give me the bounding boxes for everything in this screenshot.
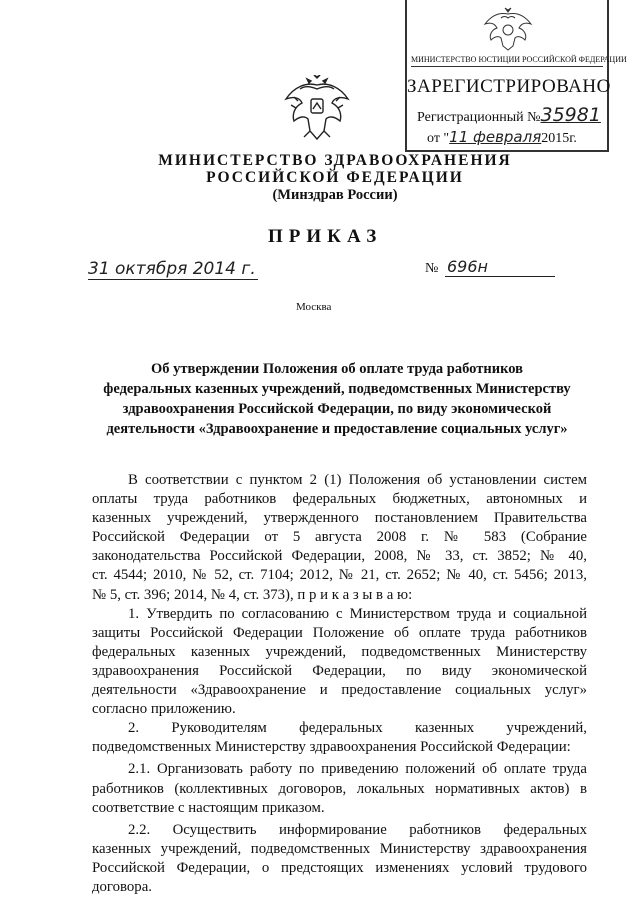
body-line: законодательства Российской Федерации, 2008, № 33, ст. 3852; № 40, [92,548,587,565]
stamp-reg-number: 35981 [540,104,601,126]
body-line: № 5, ст. 396; 2014, № 4, ст. 373), п р и к а з ы в а ю: [92,586,413,603]
stamp-reg-label: Регистрационный № [417,110,541,125]
order-title-line: деятельности «Здравоохранение и предоставление социальных услуг» [106,421,568,437]
body-line: защиты Российской Федерации Положение об оплате труда работников [92,624,587,641]
order-body [92,471,587,897]
document-type-title: ПРИКАЗ [268,226,383,247]
body-line: договора. [92,878,152,895]
stamp-date-prefix: от " [427,131,450,146]
order-number-label: № [425,261,439,276]
body-line: подведомственных Министерству здравоохранения Российской Федерации: [92,739,571,756]
body-line: казенных учреждений, подведомственных Министерству здравоохранения [92,840,587,857]
body-line: работников (коллективных договоров, локальных нормативных актов) в [92,780,587,797]
coat-of-arms-icon [481,6,535,52]
order-date-handwritten: 31 октября 2014 г. [88,259,258,280]
stamp-date-handwritten: 11 февраля [449,128,542,146]
body-line: оплаты труда работников федеральных бюджетных, автономных и [92,491,587,508]
body-line: В соответствии с пунктом 2 (1) Положения об установлении систем [128,472,587,488]
order-title-line: здравоохранения Российской Федерации, по виду экономической [122,401,552,417]
order-title-line: федеральных казенных учреждений, подведомственных Министерству [103,381,571,397]
stamp-date-year: 2015г. [541,131,577,146]
body-line: 2.2. Осуществить информирование работников федеральных [128,821,587,838]
order-number-underline [445,276,555,277]
body-line: деятельности «Здравоохранение и предоставление социальных услуг» [92,682,587,699]
body-line: соответствие с настоящим приказом. [92,799,325,816]
body-line: федеральных казенных учреждений, подведомственных Министерству [92,643,587,660]
body-line: 1. Утвердить по согласованию с Министерством труда и социальной [128,605,587,622]
order-number-handwritten: 696н [447,257,488,276]
body-line: согласно приложению. [92,701,236,718]
body-line: Российской Федерации, о предстоящих изменениях условий трудового [92,859,587,876]
stamp-ministry-name: МИНИСТЕРСТВО ЮСТИЦИИ РОССИЙСКОЙ ФЕДЕРАЦИИ [411,55,603,67]
stamp-date [427,128,577,147]
body-line: казенных учреждений, утвержденного постановлением Правительства [92,510,587,527]
order-title-line: Об утверждении Положения об оплате труда работников [151,361,523,377]
body-line: 2. Руководителям федеральных казенных учреждений, [128,720,587,737]
registration-stamp [405,0,627,152]
body-line: Российской Федерации от 5 августа 2008 г. № 583 (Собрание [92,529,587,546]
stamp-status: ЗАРЕГИСТРИРОВАНО [407,76,611,97]
body-line: ст. 4544; 2010, № 52, ст. 7104; 2012, № 21, ст. 2652; № 40, ст. 5456; 2013, [92,567,587,584]
order-title [82,359,592,439]
ministry-name-line1: МИНИСТЕРСТВО ЗДРАВООХРАНЕНИЯ [158,152,512,169]
double-headed-eagle-icon [282,75,352,141]
body-line: 2.1. Организовать работу по приведению положений об оплате труда [128,761,587,778]
ministry-name-line2: РОССИЙСКОЙ ФЕДЕРАЦИИ [206,169,464,186]
city: Москва [296,301,332,313]
stamp-registration-number [417,104,601,126]
body-line: здравоохранения Российской Федерации, по виду экономической [92,662,587,679]
ministry-short-name: (Минздрав России) [272,187,398,203]
